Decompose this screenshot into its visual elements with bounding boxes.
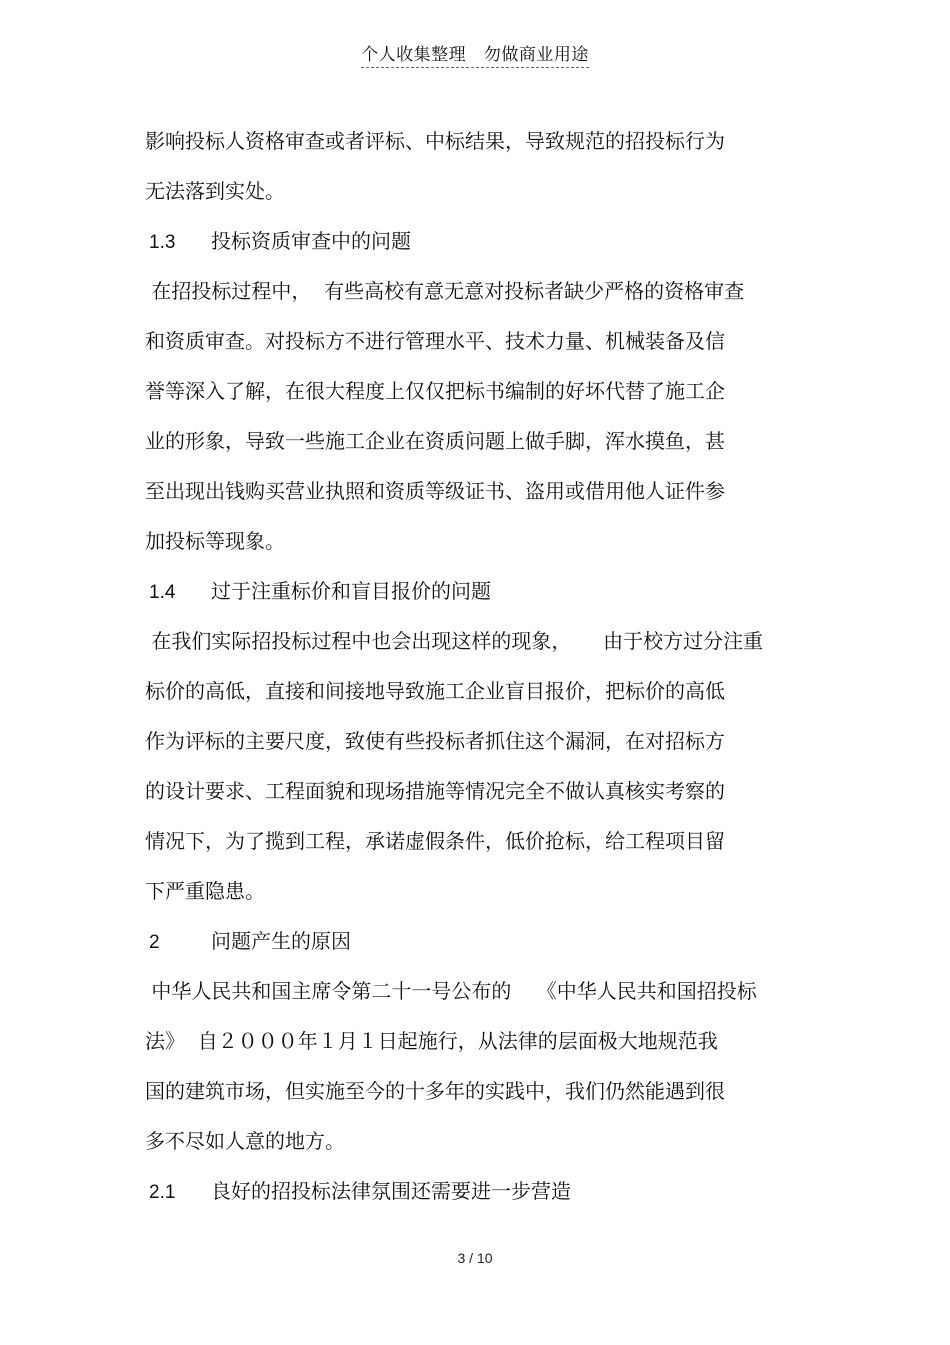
section-heading-2-1 <box>145 1175 825 1225</box>
section-title: 良好的招投标法律氛围还需要进一步营造 <box>211 1179 571 1203</box>
paragraph-line: 中华人民共和国主席令第二十一号公布的 《中华人民共和国招投标 <box>145 979 757 1003</box>
section-title: 问题产生的原因 <box>211 929 351 953</box>
paragraph-line: 多不尽如人意的地方。 <box>145 1129 345 1153</box>
paragraph-line: 下严重隐患。 <box>145 879 265 903</box>
paragraph-line: 法》 自２０００年１月１日起施行，从法律的层面极大地规范我 <box>145 1029 718 1053</box>
paragraph-line: 影响投标人资格审查或者评标、中标结果，导致规范的招投标行为 <box>145 129 725 153</box>
paragraph-line: 作为评标的主要尺度，致使有些投标者抓住这个漏洞，在对招标方 <box>145 729 725 753</box>
header-text: 个人收集整理 勿做商业用途 <box>361 40 589 68</box>
section-number: 1.3 <box>149 232 176 253</box>
section-heading-1-4 <box>145 575 825 625</box>
paragraph-line: 和资质审查。对投标方不进行管理水平、技术力量、机械装备及信 <box>145 329 725 353</box>
document-body <box>145 125 825 1225</box>
paragraph-line: 在招投标过程中， 有些高校有意无意对投标者缺少严格的资格审查 <box>145 279 745 303</box>
page-header <box>0 40 950 68</box>
paragraph-line: 誉等深入了解，在很大程度上仅仅把标书编制的好坏代替了施工企 <box>145 379 725 403</box>
section-heading-2 <box>145 925 825 975</box>
paragraph-line: 在我们实际招投标过程中也会出现这样的现象， 由于校方过分注重 <box>145 629 764 653</box>
section-title: 过于注重标价和盲目报价的问题 <box>211 579 491 603</box>
paragraph-line: 无法落到实处。 <box>145 179 285 203</box>
paragraph-line: 加投标等现象。 <box>145 529 285 553</box>
paragraph-line: 至出现出钱购买营业执照和资质等级证书、盗用或借用他人证件参 <box>145 479 725 503</box>
section-number: 2.1 <box>149 1182 176 1203</box>
page-number: 3 / 10 <box>457 1250 493 1266</box>
paragraph-line: 业的形象，导致一些施工企业在资质问题上做手脚，浑水摸鱼，甚 <box>145 429 725 453</box>
paragraph-line: 国的建筑市场，但实施至今的十多年的实践中，我们仍然能遇到很 <box>145 1079 725 1103</box>
paragraph-line: 的设计要求、工程面貌和现场措施等情况完全不做认真核实考察的 <box>145 779 725 803</box>
section-number: 2 <box>149 932 160 953</box>
paragraph-line: 情况下，为了揽到工程，承诺虚假条件，低价抢标，给工程项目留 <box>145 829 725 853</box>
paragraph-line: 标价的高低，直接和间接地导致施工企业盲目报价，把标价的高低 <box>145 679 725 703</box>
section-number: 1.4 <box>149 582 176 603</box>
section-heading-1-3 <box>145 225 825 275</box>
section-title: 投标资质审查中的问题 <box>211 229 411 253</box>
